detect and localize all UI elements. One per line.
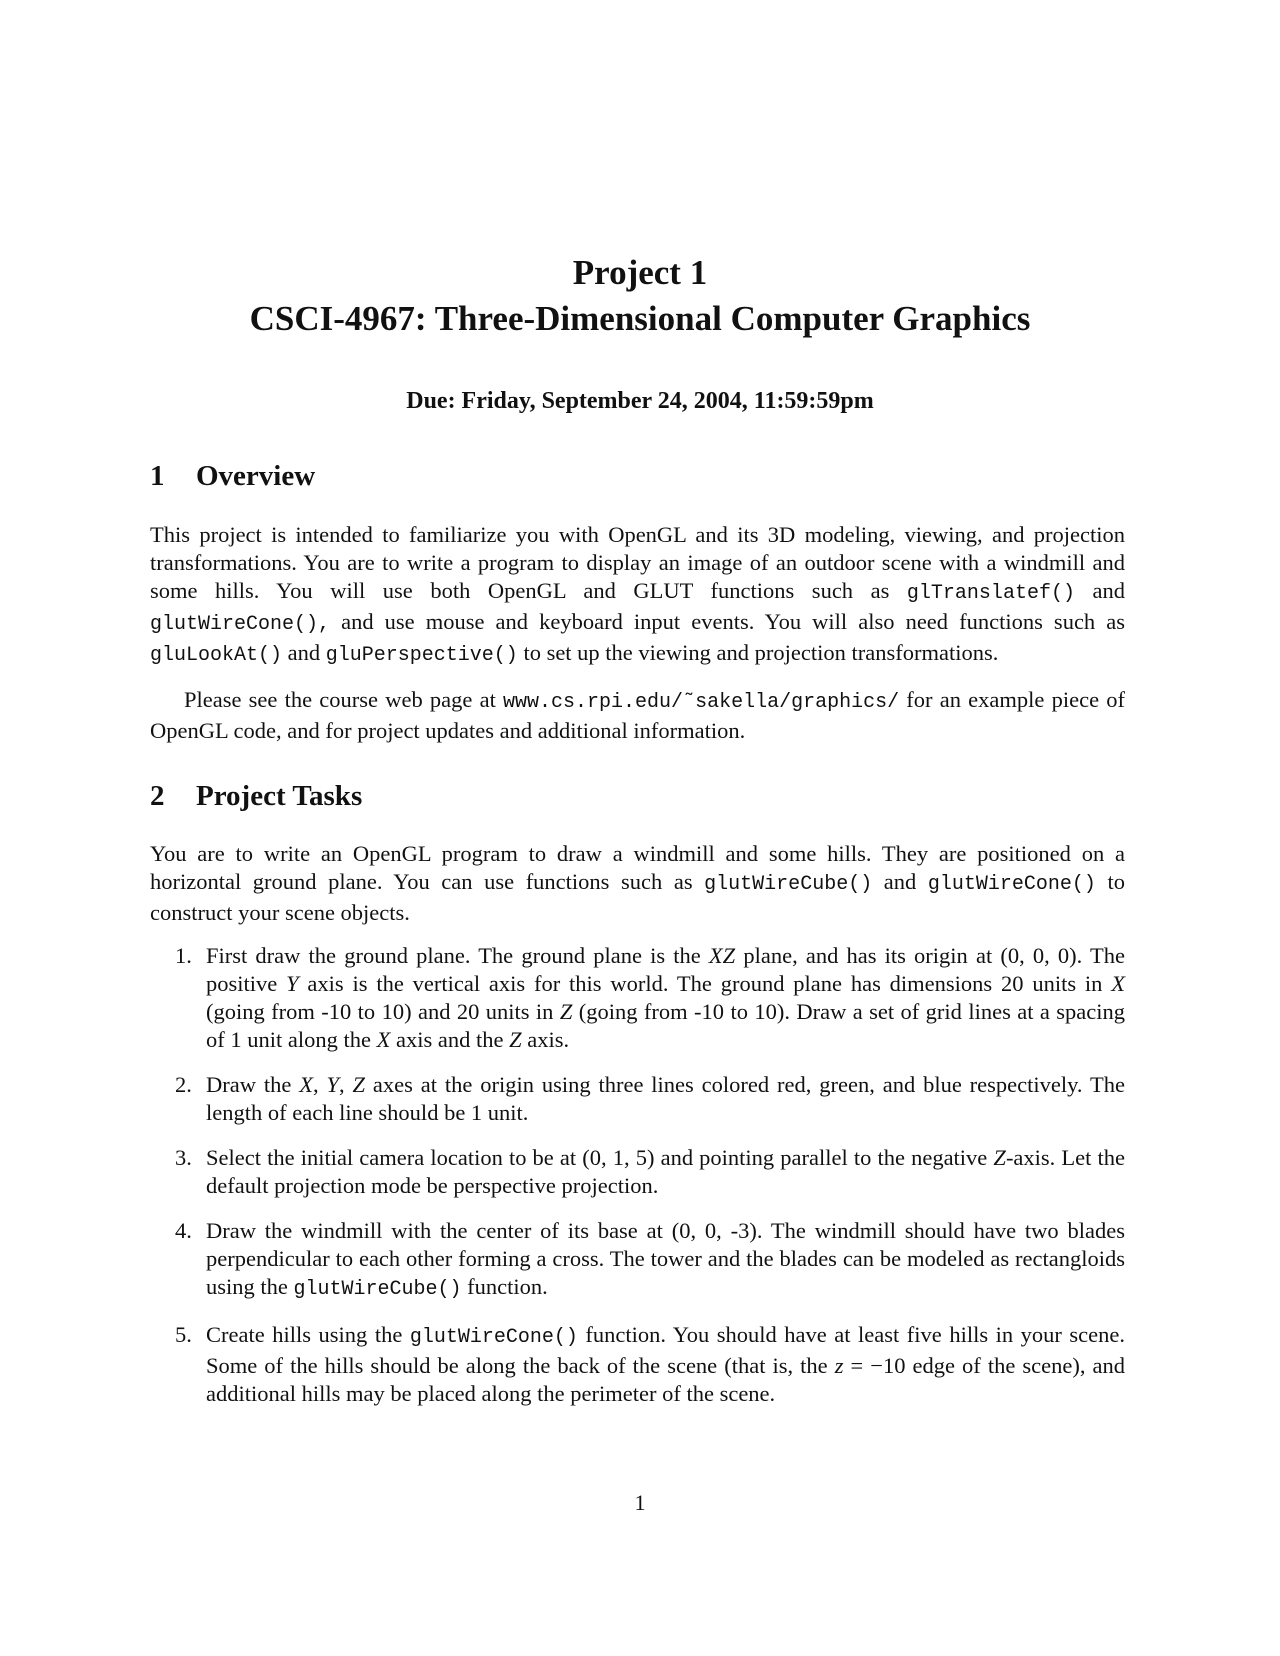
text-run: to construct your scene objects. xyxy=(150,869,1125,925)
list-item: 1. First draw the ground plane. The ground plane is the XZ plane, and has its origin at (0, 0, 0). The positive Y axis is the vertical axis for this world. The ground plane has dimensions 20 units in X (going from -10 to 10) and 20 units in Z (going from -10 to 10). Draw a set of grid lines at a spacing of 1 unit along the X axis and the Z axis. xyxy=(175,943,1125,1052)
text-run: and xyxy=(1074,578,1125,603)
list-item: 3. Select the initial camera location to be at (0, 1, 5) and pointing parallel to the negative Z-axis. Let the default projection mode be perspective projection. xyxy=(175,1145,1125,1198)
section-title: Overview xyxy=(196,460,316,492)
text-run: and xyxy=(872,869,928,894)
list-marker: 1. xyxy=(175,943,192,968)
section-number: 2 xyxy=(150,780,165,812)
code-glutwirecone: glutWireCone() xyxy=(409,1326,578,1349)
code-glutwirecone: glutWireCone(), xyxy=(150,613,331,636)
text-run: for an example piece of OpenGL code, and for project updates and additional information. xyxy=(150,687,1125,743)
list-marker: 3. xyxy=(175,1145,192,1170)
code-glutwirecube: glutWireCube() xyxy=(293,1278,462,1301)
list-marker: 4. xyxy=(175,1218,192,1243)
section-heading-overview xyxy=(150,460,315,493)
code-glulookat: gluLookAt() xyxy=(150,644,283,667)
project-title: Project 1 xyxy=(572,253,708,292)
code-gluperspective: gluPerspective() xyxy=(325,644,518,667)
list-marker: 5. xyxy=(175,1322,192,1347)
task-list xyxy=(150,942,1125,1425)
overview-paragraph-1 xyxy=(150,521,1125,670)
code-glutwirecone: glutWireCone() xyxy=(927,873,1096,896)
text-run: and xyxy=(282,640,326,665)
list-item: 2. Draw the X, Y, Z axes at the origin using three lines colored red, green, and blue respectively. The length of each line should be 1 unit. xyxy=(175,1072,1125,1125)
list-marker: 2. xyxy=(175,1072,192,1097)
text-run: to set up the viewing and projection transformations. xyxy=(517,640,999,665)
page-number: 1 xyxy=(634,1490,646,1515)
list-item: 5. Create hills using the glutWireCone() function. You should have at least five hills in your scene. Some of the hills should be along the back of the scene (that is, the z = −10 edge of the scene), and additional hills may be placed along the perimeter of the scene. xyxy=(175,1322,1126,1406)
tasks-intro-paragraph xyxy=(150,840,1125,927)
text-run: You are to write an OpenGL program to draw a windmill and some hills. They are positioned on a horizontal ground plane. You can use functions such as xyxy=(150,841,1125,894)
section-number: 1 xyxy=(150,460,165,492)
text-run: Please see the course web page at xyxy=(184,687,504,712)
due-date: Due: Friday, September 24, 2004, 11:59:59pm xyxy=(406,388,874,414)
course-title: CSCI-4967: Three-Dimensional Computer Graphics xyxy=(249,299,1031,338)
list-item: 4. Draw the windmill with the center of its base at (0, 0, -3). The windmill should have two blades perpendicular to each other forming a cross. The tower and the blades can be modeled as rectangloids using the glutWireCube() function. xyxy=(175,1218,1125,1301)
section-title: Project Tasks xyxy=(196,780,363,812)
text-run: This project is intended to familiarize you with OpenGL and its 3D modeling, viewing, and projection transformations. You are to write a program to display an image of an outdoor scene with a windmill and some hills. You will use both OpenGL and GLUT functions such as xyxy=(150,522,1125,603)
text-run: and use mouse and keyboard input events. You will also need functions such as xyxy=(330,609,1125,634)
overview-paragraph-2 xyxy=(150,686,1125,745)
course-url-link[interactable]: www.cs.rpi.edu/˜sakella/graphics/ xyxy=(503,691,900,714)
title-block xyxy=(0,250,1280,342)
section-heading-project-tasks xyxy=(150,780,362,813)
code-gltranslatef: glTranslatef() xyxy=(906,582,1075,605)
code-glutwirecube: glutWireCube() xyxy=(704,873,873,896)
